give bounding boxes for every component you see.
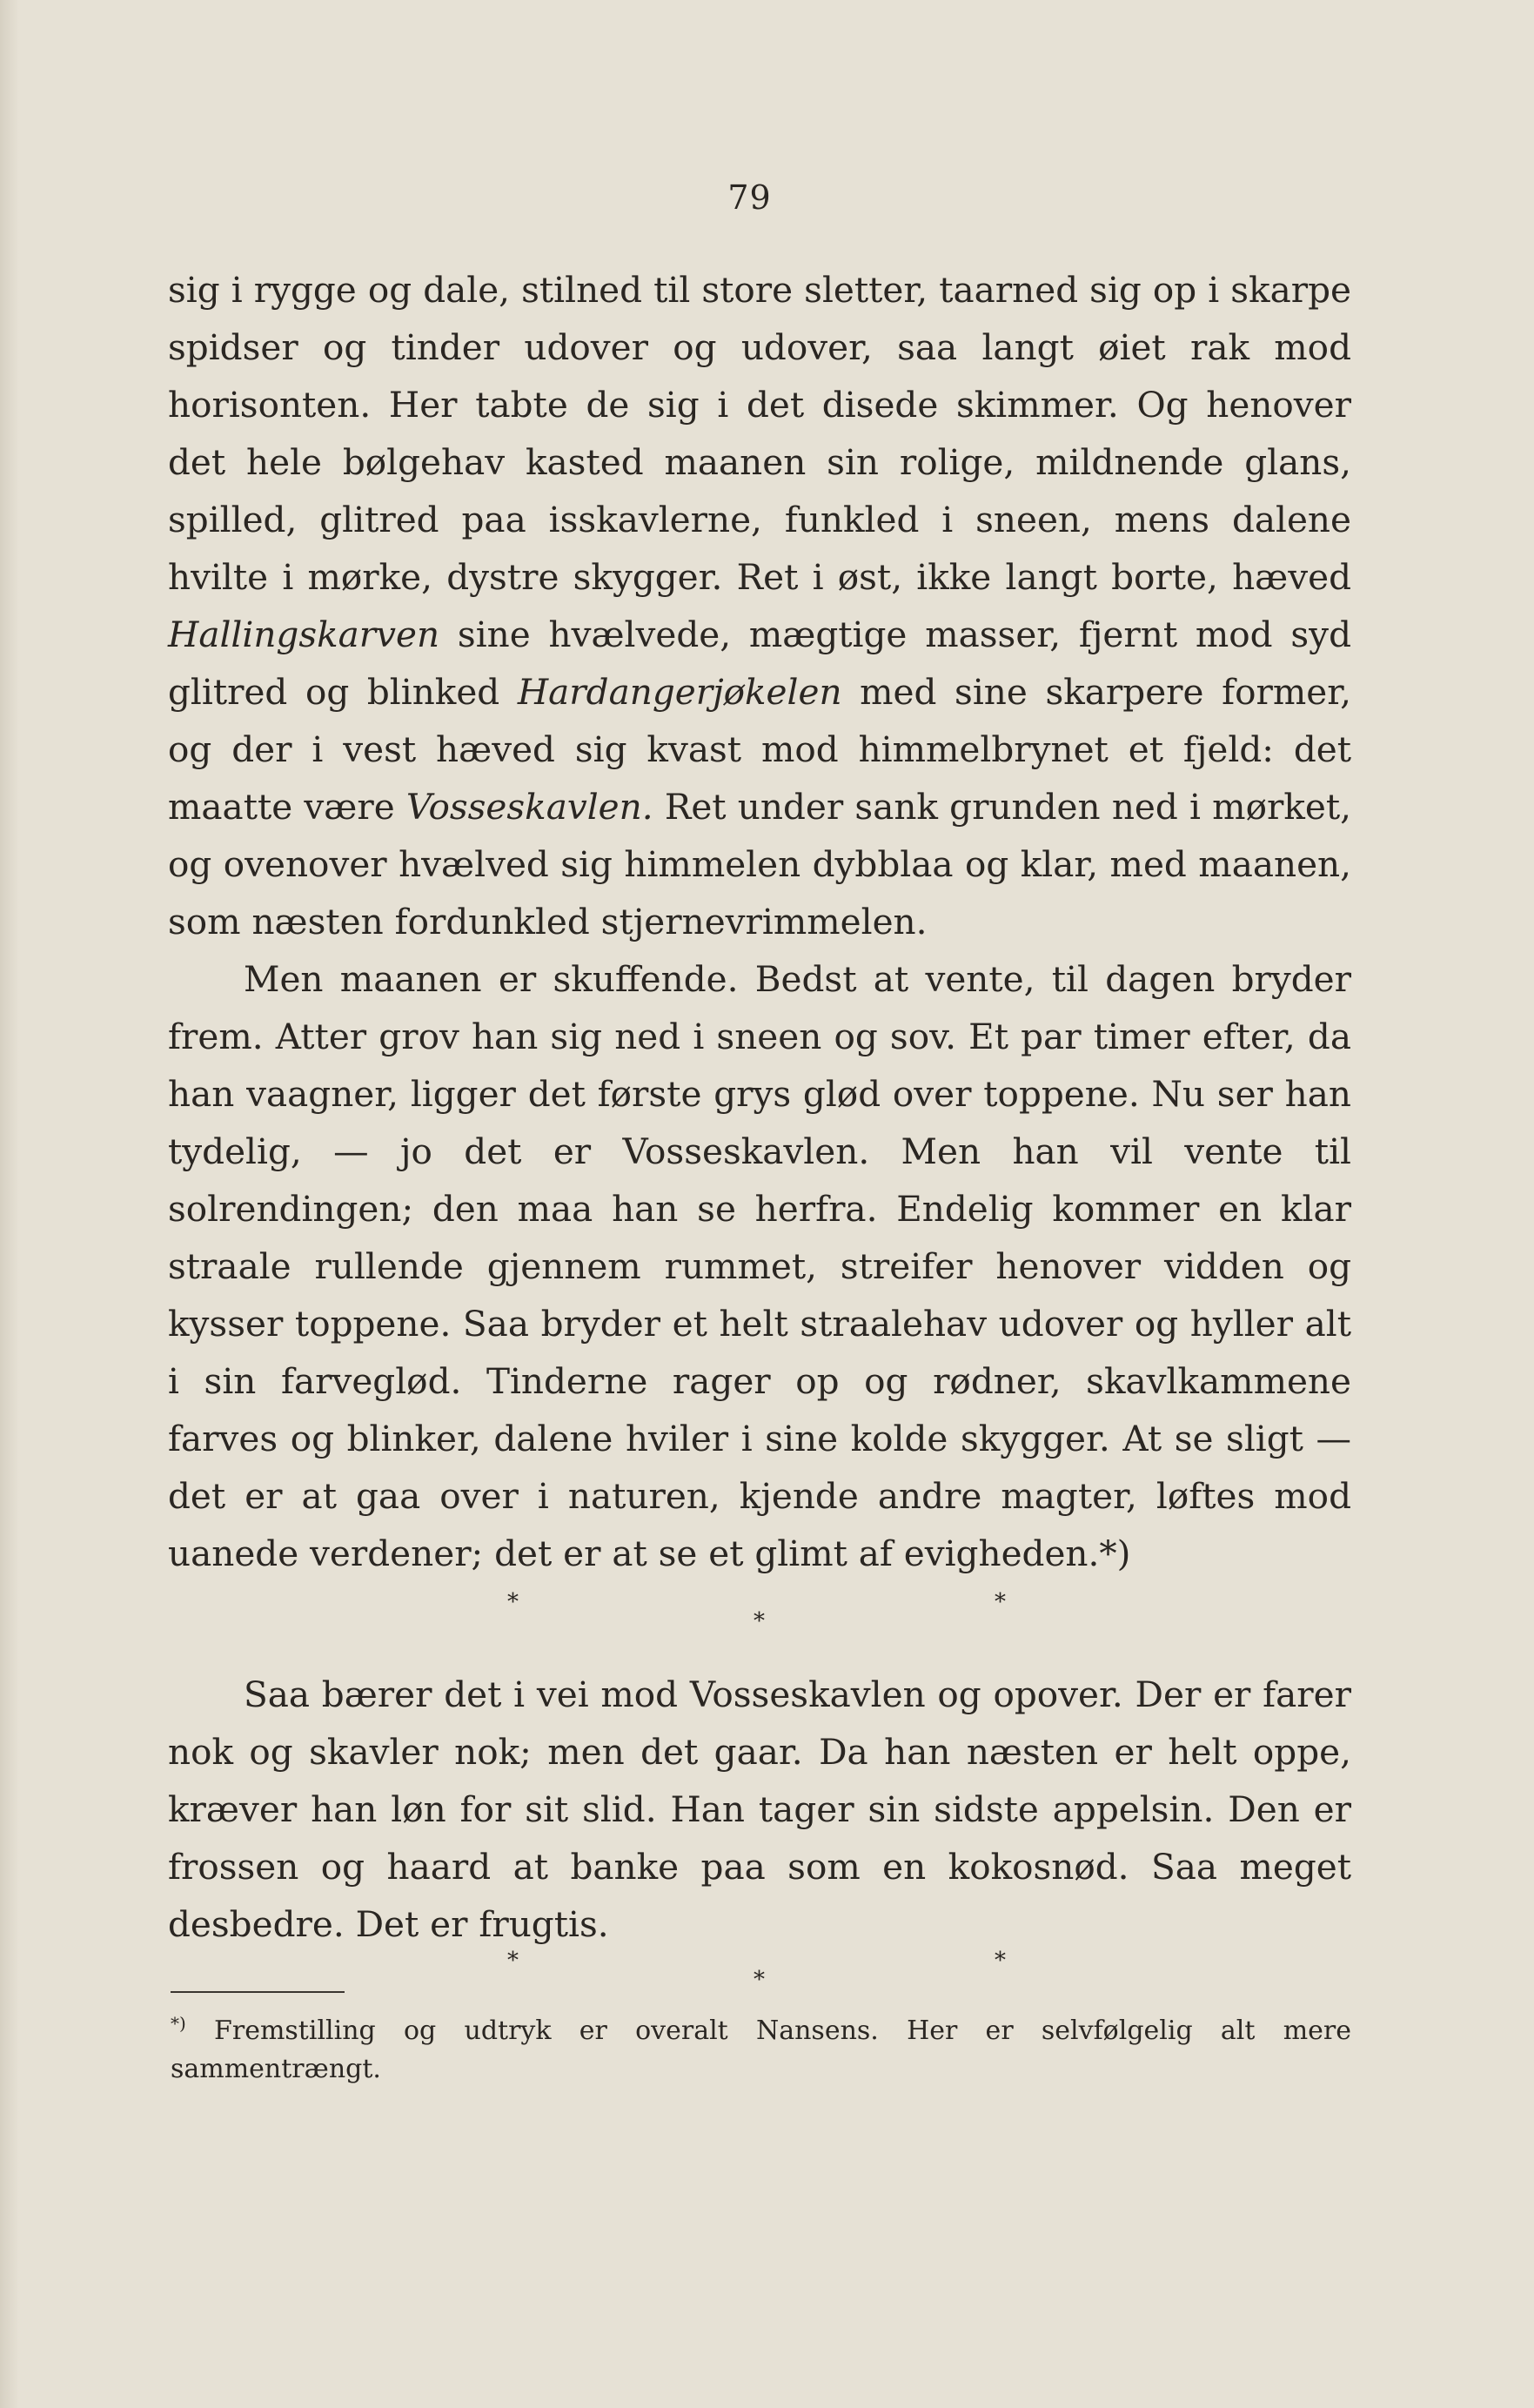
footnote-text: Fremstilling og udtryk er overalt Nansens. Her er selvfølgelig alt mere sammentrængt. bbox=[171, 2016, 1351, 2084]
star-middle: * bbox=[754, 1967, 765, 1993]
place-name-hardangerjokelen: Hardangerjøkelen bbox=[517, 671, 842, 713]
text-block-lower bbox=[168, 1666, 1351, 1953]
page-edge-shadow bbox=[0, 0, 19, 2408]
section-separator-stars-2 bbox=[0, 1949, 1534, 2002]
place-name-hallingskarven: Hallingskarven bbox=[168, 614, 440, 655]
star-right: * bbox=[995, 1948, 1006, 1974]
footnote-marker: *) bbox=[171, 2013, 186, 2034]
paragraph-1-text-b: sine hvælvede, mægtige masser, fjernt mod syd glitred og blinked bbox=[168, 614, 1351, 713]
paragraph-1-text-d: Ret under sank grunden ned i mørket, og ovenover hvælved sig himmelen dybblaa og klar, med maanen, som næsten fordunkled stjernevrimmelen. bbox=[168, 786, 1351, 942]
section-separator-stars bbox=[0, 1591, 1534, 1643]
star-left: * bbox=[507, 1948, 519, 1974]
paragraph-3: Saa bærer det i vei mod Vosseskavlen og opover. Der er farer nok og skavler nok; men det gaar. Da han næsten er helt oppe, kræver han løn for sit slid. Han tager sin sidste appelsin. Den er frossen og haard at banke paa som en kokosnød. Saa meget desbedre. Det er frugtis. bbox=[168, 1674, 1351, 1945]
page-number: 79 bbox=[727, 178, 772, 217]
footnote bbox=[171, 2004, 1351, 2089]
paragraph-2: Men maanen er skuffende. Bedst at vente, til dagen bryder frem. Atter grov han sig ned i sneen og sov. Et par timer efter, da han vaagner, ligger det første grys glød over toppene. Nu ser han tydelig, — jo det er Vosseskavlen. Men han vil vente til solrendingen; den maa han se herfra. Endelig kommer en klar straale rullende gjennem rummet, streifer henover vidden og kysser toppene. Saa bryder et helt straalehav udover og hyller alt i sin farveglød. Tinderne rager op og rødner, skavlkammene farves og blinker, dalene hviler i sine kolde skygger. At se sligt — det er at gaa over i naturen, kjende andre magter, løftes mod uanede verdener; det er at se et glimt af evigheden.*) bbox=[168, 958, 1351, 1574]
star-right: * bbox=[995, 1589, 1006, 1615]
place-name-vosseskavlen: Vosseskavlen. bbox=[405, 786, 653, 828]
paragraph-1 bbox=[168, 261, 1351, 950]
text-block-upper bbox=[168, 261, 1351, 1582]
star-middle: * bbox=[754, 1608, 765, 1634]
paragraph-1-text-c: med sine skarpere former, og der i vest hæved sig kvast mod himmelbrynet et fjeld: det maatte være bbox=[168, 671, 1351, 828]
footnote-divider bbox=[171, 1991, 345, 1993]
paragraph-1-text-a: sig i rygge og dale, stilned til store sletter, taarned sig op i skarpe spidser og tinder udover og udover, saa langt øiet rak mod horisonten. Her tabte de sig i det disede skimmer. Og henover det hele bølgehav kasted maanen sin rolige, mildnende glans, spilled, glitred paa isskavlerne, funkled i sneen, mens dalene hvilte i mørke, dystre skygger. Ret i øst, ikke langt borte, hæved bbox=[168, 269, 1351, 598]
star-left: * bbox=[507, 1589, 519, 1615]
